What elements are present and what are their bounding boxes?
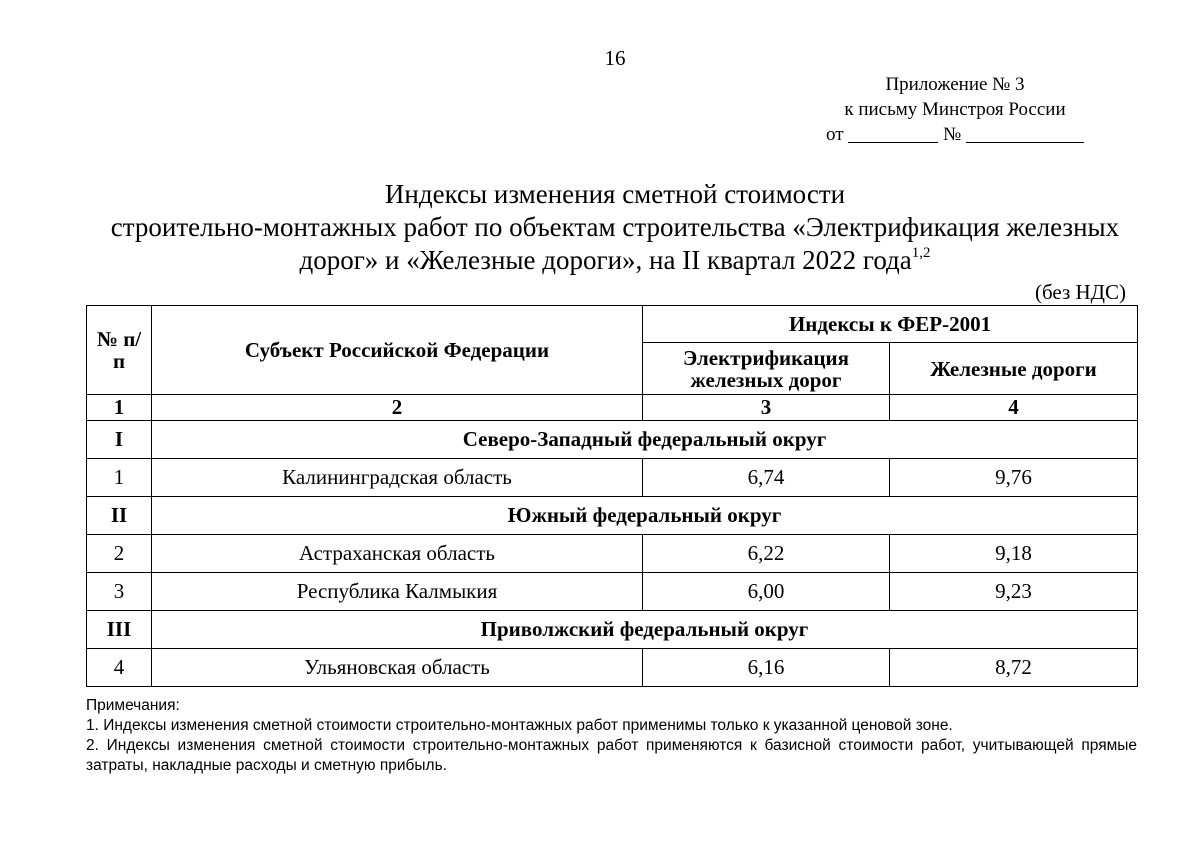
table-row: [87, 459, 1138, 497]
section-row: [87, 421, 1138, 459]
section-row: [87, 497, 1138, 535]
row-number: 1: [87, 459, 152, 497]
page-number: 16: [604, 46, 626, 70]
appendix-block: [810, 72, 1100, 147]
appendix-letter-ref: к письму Минстроя России: [844, 99, 1066, 120]
notes-heading: Примечания:: [86, 697, 180, 714]
table-row: [87, 649, 1138, 687]
section-roman: III: [87, 611, 152, 649]
appendix-date-number-line: [810, 122, 1100, 147]
header-num: № п/п: [87, 306, 152, 395]
footnote-refs: 1,2: [911, 245, 931, 261]
row-subject: Ульяновская область: [152, 649, 643, 687]
appendix-from-label: от: [826, 124, 844, 145]
column-number: 1: [87, 395, 152, 421]
indexes-table: [86, 305, 1138, 687]
table-row: [87, 535, 1138, 573]
header-electrification: Электрификация железных дорог: [643, 343, 890, 395]
section-row: [87, 611, 1138, 649]
row-railways-index: 9,18: [890, 535, 1138, 573]
title-line-3-text: дорог» и «Железные дороги», на II квартал 2022 года: [299, 245, 912, 275]
document-title: [60, 178, 1170, 282]
row-electrification-index: 6,16: [643, 649, 890, 687]
section-name: Северо-Западный федеральный округ: [152, 421, 1138, 459]
column-number: 4: [890, 395, 1138, 421]
row-railways-index: 9,76: [890, 459, 1138, 497]
row-electrification-index: 6,00: [643, 573, 890, 611]
appendix-title: Приложение № 3: [885, 74, 1025, 95]
note-item: 2. Индексы изменения сметной стоимости строительно-монтажных работ применяются к базисной стоимости работ, учитывающей прямые затраты, накладные расходы и сметную прибыль.: [86, 737, 1137, 774]
title-line-1: Индексы изменения сметной стоимости: [384, 179, 846, 209]
column-number: 2: [152, 395, 643, 421]
date-blank: [848, 123, 938, 143]
section-roman: II: [87, 497, 152, 535]
row-railways-index: 8,72: [890, 649, 1138, 687]
row-electrification-index: 6,74: [643, 459, 890, 497]
appendix-number-sign: №: [943, 124, 962, 145]
notes: [86, 696, 1137, 776]
note-item: 1. Индексы изменения сметной стоимости строительно-монтажных работ применимы только к указанной ценовой зоне.: [86, 717, 953, 734]
row-subject: Калининградская область: [152, 459, 643, 497]
section-name: Приволжский федеральный округ: [152, 611, 1138, 649]
vat-note: (без НДС): [1034, 280, 1126, 304]
header-subject: Субъект Российской Федерации: [152, 306, 643, 395]
section-roman: I: [87, 421, 152, 459]
row-subject: Астраханская область: [152, 535, 643, 573]
column-number: 3: [643, 395, 890, 421]
title-line-2: строительно-монтажных работ по объектам строительства «Электрификация железных: [110, 212, 1120, 242]
table-row: [87, 573, 1138, 611]
row-number: 2: [87, 535, 152, 573]
row-railways-index: 9,23: [890, 573, 1138, 611]
header-railways: Железные дороги: [890, 343, 1138, 395]
title-line-3: [60, 244, 1170, 282]
row-number: 3: [87, 573, 152, 611]
header-indexes-group: Индексы к ФЕР-2001: [643, 306, 1138, 343]
section-name: Южный федеральный округ: [152, 497, 1138, 535]
row-number: 4: [87, 649, 152, 687]
number-blank: [966, 123, 1084, 143]
row-electrification-index: 6,22: [643, 535, 890, 573]
row-subject: Республика Калмыкия: [152, 573, 643, 611]
